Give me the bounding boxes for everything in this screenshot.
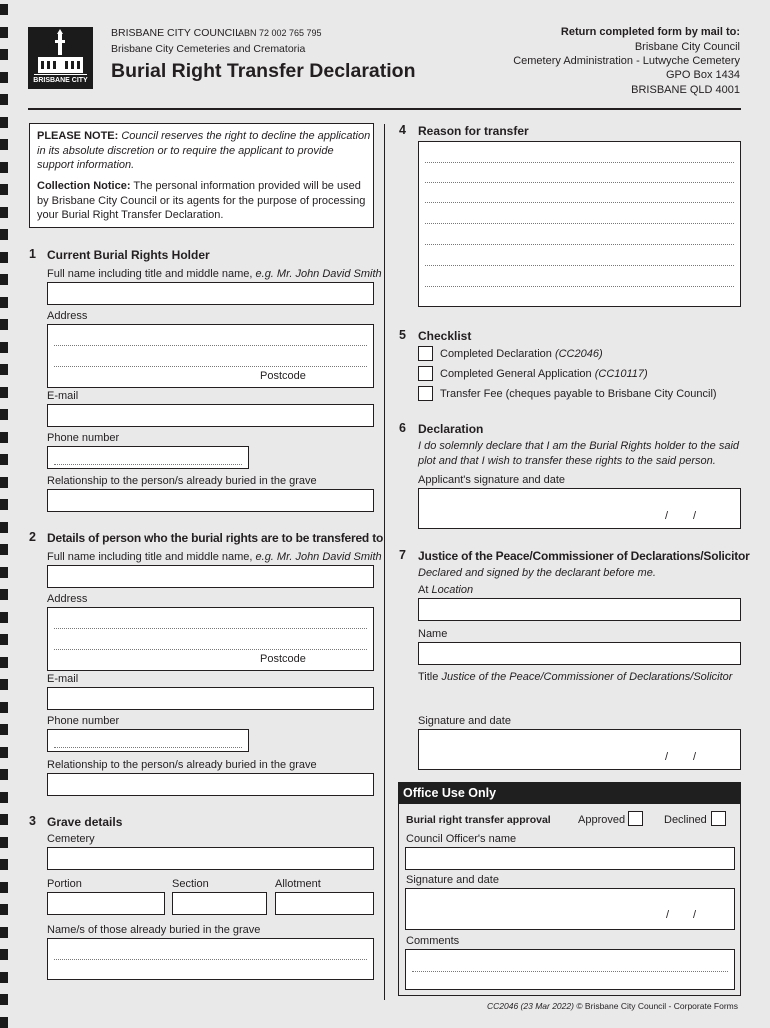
binding-mark	[0, 319, 8, 330]
sec1-email-label: E-mail	[47, 390, 79, 402]
return-heading: Return completed form by mail to:	[560, 26, 740, 38]
sec2-name-input[interactable]	[47, 565, 374, 588]
checklist-item-label: Completed General Application	[440, 368, 592, 380]
binding-mark	[0, 904, 8, 915]
office-approval-label: Burial right transfer approval	[406, 814, 551, 826]
sec2-relationship-label: Relationship to the person/s already buried in the grave	[47, 759, 317, 771]
binding-mark	[0, 409, 8, 420]
date-separator: /	[665, 510, 669, 522]
sec1-title: Current Burial Rights Holder	[47, 248, 210, 262]
sec2-address-input[interactable]	[47, 607, 374, 671]
form-title: Burial Right Transfer Declaration	[111, 60, 416, 82]
office-comments-label: Comments	[406, 935, 460, 947]
binding-mark	[0, 94, 8, 105]
collection-line2: by Brisbane City Council or its agents for the purpose of processing	[37, 195, 366, 207]
binding-mark	[0, 252, 8, 263]
please-note	[37, 130, 370, 143]
sec3-names-input[interactable]	[47, 938, 374, 980]
sec1-address-line	[54, 345, 367, 346]
binding-mark	[0, 747, 8, 758]
sec1-name-example: e.g. Mr. John David Smith	[255, 268, 382, 280]
checklist-application-checkbox[interactable]	[418, 366, 433, 381]
date-separator: /	[693, 909, 697, 921]
sec7-name-label: Name	[418, 628, 448, 640]
sec1-email-input[interactable]	[47, 404, 374, 427]
sec4-reason-line	[425, 162, 734, 163]
office-signature-label: Signature and date	[406, 874, 499, 886]
sec4-number: 4	[399, 123, 406, 137]
sec6-declaration-line2: plot and that I wish to transfer these rights to the said person.	[418, 455, 716, 467]
office-use-header	[398, 782, 741, 804]
sec4-reason-line	[425, 182, 734, 183]
binding-mark	[0, 882, 8, 893]
sec7-location-text: Location	[431, 584, 474, 596]
sec7-declared-text: Declared and signed by the declarant before me.	[418, 567, 656, 579]
sec3-portion-input[interactable]	[47, 892, 165, 915]
date-separator: /	[665, 751, 669, 763]
office-declined-label: Declined	[664, 814, 707, 826]
binding-mark	[0, 454, 8, 465]
sec4-reason-line	[425, 286, 734, 287]
sec3-section-label: Section	[172, 878, 209, 890]
binding-mark	[0, 927, 8, 938]
office-comments-line	[412, 971, 728, 972]
binding-mark	[0, 49, 8, 60]
department-name: Brisbane City Cemeteries and Crematoria	[111, 43, 306, 55]
return-address-1: Brisbane City Council	[634, 41, 740, 53]
council-name: BRISBANE CITY COUNCIL	[111, 27, 241, 39]
sec2-address-line	[54, 649, 367, 650]
please-note-line1: Council reserves the right to decline the application	[121, 130, 371, 142]
sec4-reason-input[interactable]	[418, 141, 741, 307]
sec3-allotment-input[interactable]	[275, 892, 374, 915]
binding-mark	[0, 679, 8, 690]
binding-mark	[0, 814, 8, 825]
sec7-title-value: Justice of the Peace/Commissioner of Declarations/Solicitor	[441, 671, 733, 683]
sec4-reason-line	[425, 244, 734, 245]
footer-copyright: © Brisbane City Council - Corporate Forms	[576, 1001, 738, 1011]
binding-mark	[0, 229, 8, 240]
council-abn: ABN 72 002 765 795	[238, 28, 322, 38]
sec6-signature-label: Applicant's signature and date	[418, 474, 566, 486]
office-approved-checkbox[interactable]	[628, 811, 643, 826]
collection-label: Collection Notice:	[37, 180, 131, 192]
checklist-declaration-checkbox[interactable]	[418, 346, 433, 361]
binding-mark	[0, 499, 8, 510]
binding-mark	[0, 567, 8, 578]
binding-mark	[0, 117, 8, 128]
binding-mark	[0, 207, 8, 218]
sec7-location-label	[418, 584, 473, 597]
footer-form-code: CC2046 (23 Mar 2022)	[487, 1001, 574, 1011]
binding-mark	[0, 949, 8, 960]
sec3-cemetery-label: Cemetery	[47, 833, 95, 845]
sec1-name-input[interactable]	[47, 282, 374, 305]
column-divider	[384, 124, 385, 1000]
binding-mark	[0, 657, 8, 668]
checklist-item-declaration	[440, 348, 603, 361]
office-use-heading: Office Use Only	[403, 786, 497, 800]
sec2-title: Details of person who the burial rights are to be transfered to	[47, 531, 384, 545]
sec1-address-label: Address	[47, 310, 88, 322]
office-officer-input[interactable]	[405, 847, 735, 870]
office-approved-label: Approved	[578, 814, 626, 826]
sec7-signature-label: Signature and date	[418, 715, 511, 727]
header-divider	[28, 108, 741, 110]
sec1-address-input[interactable]	[47, 324, 374, 388]
return-address-3: GPO Box 1434	[666, 69, 740, 81]
sec4-title: Reason for transfer	[418, 124, 529, 138]
collection-line1: The personal information provided will be used	[133, 180, 361, 192]
checklist-item-application	[440, 368, 648, 381]
sec6-signature-input[interactable]	[418, 488, 741, 529]
sec1-phone-input[interactable]	[47, 446, 249, 469]
sec1-phone-label: Phone number	[47, 432, 120, 444]
sec2-email-input[interactable]	[47, 687, 374, 710]
collection-notice	[37, 180, 361, 193]
binding-mark	[0, 544, 8, 555]
logo-text: BRISBANE CITY	[33, 77, 88, 84]
sec2-name-label	[47, 551, 382, 564]
date-separator: /	[693, 751, 697, 763]
sec7-location-input[interactable]	[418, 598, 741, 621]
office-signature-input[interactable]	[405, 888, 735, 930]
binding-mark	[0, 27, 8, 38]
sec2-name-example: e.g. Mr. John David Smith	[255, 551, 382, 563]
sec5-title: Checklist	[418, 329, 472, 343]
sec2-phone-label: Phone number	[47, 715, 120, 727]
binding-mark	[0, 477, 8, 488]
binding-mark	[0, 364, 8, 375]
binding-mark	[0, 72, 8, 83]
sec3-names-line	[54, 959, 367, 960]
sec7-title: Justice of the Peace/Commissioner of Declarations/Solicitor	[418, 549, 750, 563]
sec2-name-label-text: Full name including title and middle name,	[47, 551, 253, 563]
sec6-number: 6	[399, 421, 406, 435]
sec7-title-label-text: Title	[418, 671, 439, 683]
sec1-name-label	[47, 268, 382, 281]
sec3-allotment-label: Allotment	[275, 878, 321, 890]
sec7-signature-input[interactable]	[418, 729, 741, 770]
binding-mark	[0, 184, 8, 195]
office-declined-checkbox[interactable]	[711, 811, 726, 826]
binding-mark	[0, 994, 8, 1005]
date-separator: /	[666, 909, 670, 921]
binding-mark	[0, 769, 8, 780]
sec3-names-label: Name/s of those already buried in the grave	[47, 924, 261, 936]
checklist-fee-checkbox[interactable]	[418, 386, 433, 401]
binding-mark	[0, 612, 8, 623]
binding-mark	[0, 387, 8, 398]
binding-mark	[0, 432, 8, 443]
sec3-section-input[interactable]	[172, 892, 267, 915]
sec4-reason-line	[425, 202, 734, 203]
sec2-phone-input[interactable]	[47, 729, 249, 752]
binding-mark	[0, 274, 8, 285]
office-comments-input[interactable]	[405, 949, 735, 990]
sec1-number: 1	[29, 247, 36, 261]
sec7-number: 7	[399, 548, 406, 562]
binding-mark	[0, 972, 8, 983]
sec6-title: Declaration	[418, 422, 484, 436]
sec2-relationship-input[interactable]	[47, 773, 374, 796]
sec2-number: 2	[29, 530, 36, 544]
sec1-relationship-input[interactable]	[47, 489, 374, 512]
sec2-address-line	[54, 628, 367, 629]
sec1-relationship-label: Relationship to the person/s already buried in the grave	[47, 475, 317, 487]
binding-mark	[0, 342, 8, 353]
sec1-address-line	[54, 366, 367, 367]
please-note-label: PLEASE NOTE:	[37, 130, 119, 142]
sec4-reason-line	[425, 265, 734, 266]
binding-mark	[0, 139, 8, 150]
sec2-phone-line	[54, 747, 242, 748]
sec7-name-input[interactable]	[418, 642, 741, 665]
binding-mark	[0, 4, 8, 15]
binding-mark	[0, 297, 8, 308]
checklist-item-label: Completed Declaration	[440, 348, 552, 360]
return-address-2: Cemetery Administration - Lutwyche Cemetery	[513, 55, 740, 67]
sec7-at-label: At	[418, 584, 429, 596]
sec1-name-label-text: Full name including title and middle name,	[47, 268, 253, 280]
collection-line3: your Burial Right Transfer Declaration.	[37, 209, 224, 221]
binding-mark	[0, 792, 8, 803]
binding-mark	[0, 589, 8, 600]
binding-mark	[0, 162, 8, 173]
sec3-number: 3	[29, 814, 36, 828]
sec1-postcode-label: Postcode	[260, 370, 306, 382]
binding-mark	[0, 522, 8, 533]
sec6-declaration-line1: I do solemnly declare that I am the Burial Rights holder to the said	[418, 440, 740, 452]
sec3-cemetery-input[interactable]	[47, 847, 374, 870]
sec2-email-label: E-mail	[47, 673, 79, 685]
checklist-item-fee: Transfer Fee (cheques payable to Brisbane City Council)	[440, 388, 717, 400]
binding-mark	[0, 724, 8, 735]
sec5-number: 5	[399, 328, 406, 342]
sec3-title: Grave details	[47, 815, 123, 829]
council-logo	[28, 27, 93, 89]
checklist-item-code: (CC10117)	[594, 368, 648, 380]
sec2-postcode-label: Postcode	[260, 653, 306, 665]
binding-mark	[0, 702, 8, 713]
sec3-portion-label: Portion	[47, 878, 82, 890]
binding-mark	[0, 837, 8, 848]
date-separator: /	[693, 510, 697, 522]
binding-mark	[0, 1017, 8, 1028]
please-note-line2: in its absolute discretion or to require the applicant to provide	[37, 145, 334, 157]
sec1-phone-line	[54, 464, 242, 465]
footer	[487, 1002, 738, 1012]
return-address-4: BRISBANE QLD 4001	[631, 84, 740, 96]
binding-mark	[0, 859, 8, 870]
sec4-reason-line	[425, 223, 734, 224]
sec2-address-label: Address	[47, 593, 88, 605]
binding-mark	[0, 634, 8, 645]
please-note-line3: support information.	[37, 159, 135, 171]
office-officer-label: Council Officer's name	[406, 833, 517, 845]
sec7-title-label	[418, 671, 732, 684]
checklist-item-code: (CC2046)	[554, 348, 603, 360]
